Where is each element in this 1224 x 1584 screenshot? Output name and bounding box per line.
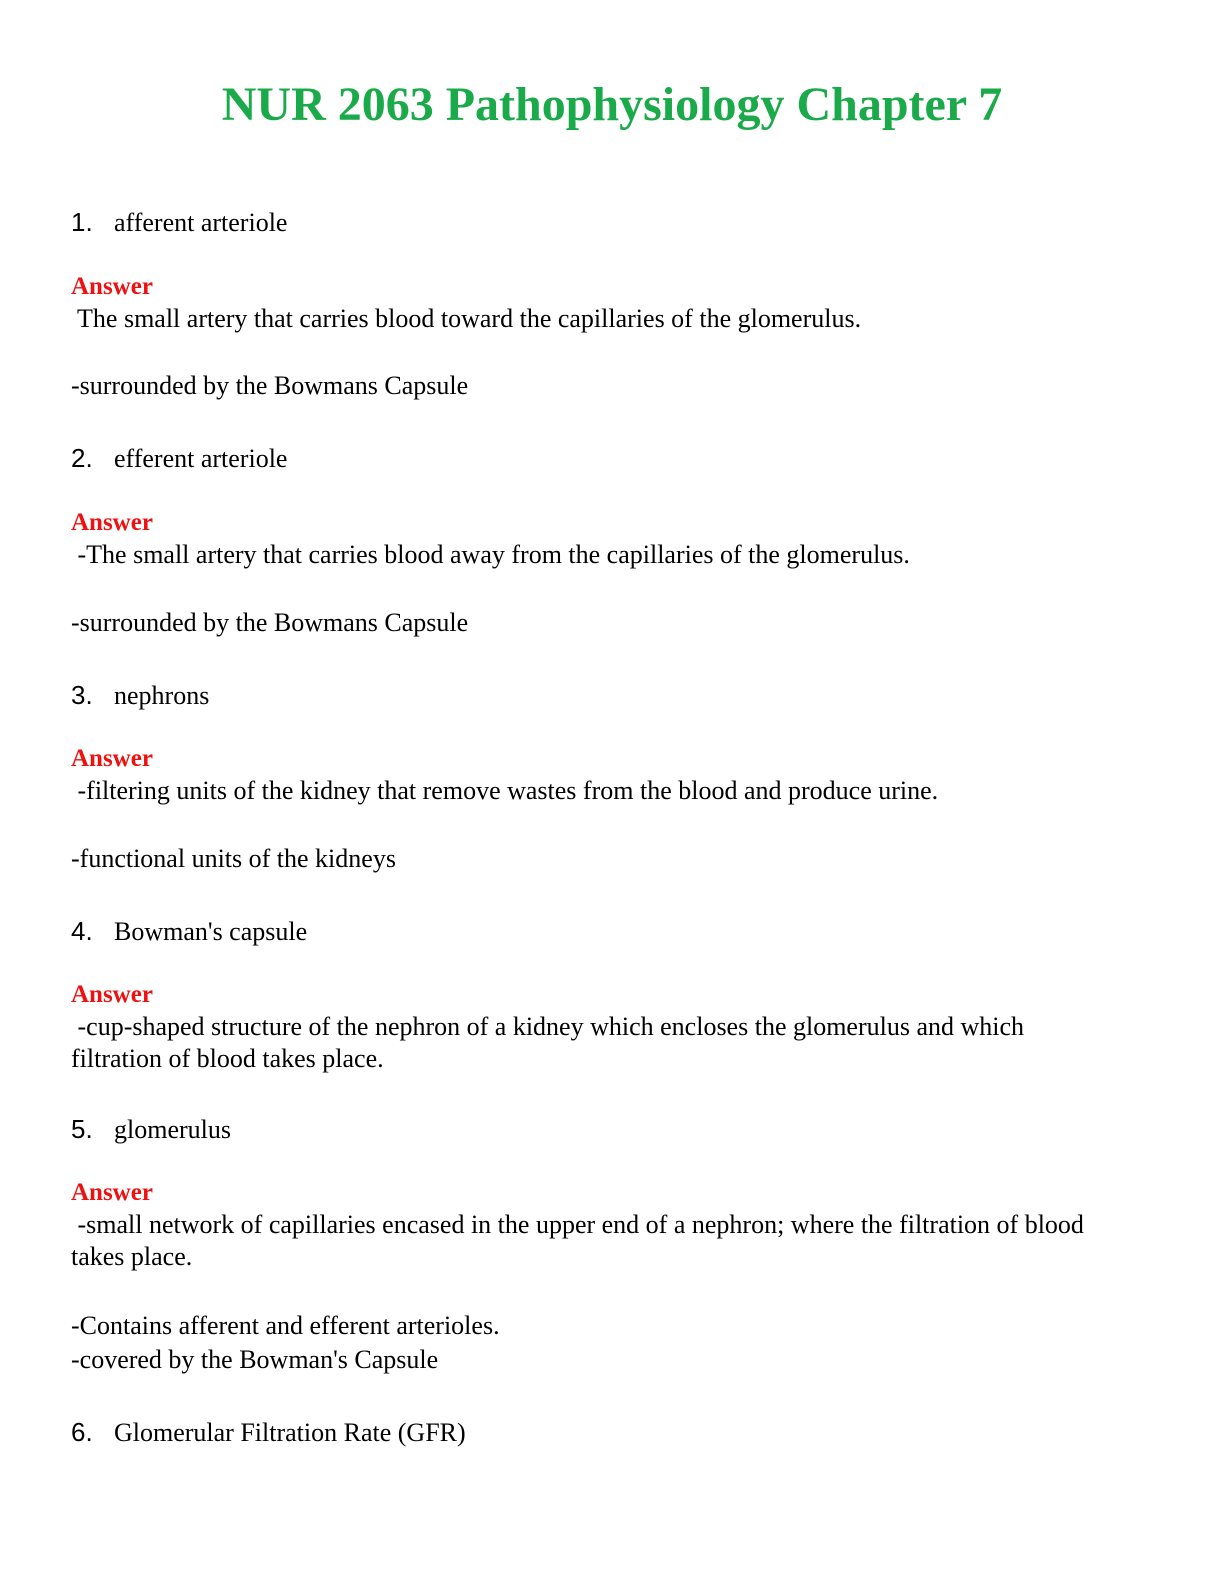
answer-text: -small network of capillaries encased in the upper end of a nephron; where the filtration of blood [71, 1210, 1084, 1239]
answer-text: takes place. [71, 1242, 193, 1271]
answer-label: Answer [71, 509, 153, 536]
question-number: 3. [71, 680, 93, 710]
question-term: afferent arteriole [114, 208, 288, 237]
answer-label: Answer [71, 745, 153, 772]
answer-text: -Contains afferent and efferent arterioles. [71, 1311, 500, 1340]
question-1 [71, 206, 1151, 239]
page-title: NUR 2063 Pathophysiology Chapter 7 [221, 78, 1003, 131]
question-term: Glomerular Filtration Rate (GFR) [114, 1418, 466, 1447]
question-2 [71, 442, 1151, 475]
question-number: 5. [71, 1114, 93, 1144]
question-number: 4. [71, 916, 93, 946]
question-term: efferent arteriole [114, 444, 288, 473]
question-5 [71, 1113, 1151, 1146]
answer-text: -The small artery that carries blood away from the capillaries of the glomerulus. [71, 540, 910, 569]
question-4 [71, 915, 1151, 948]
answer-text: -functional units of the kidneys [71, 844, 396, 873]
answer-text: -surrounded by the Bowmans Capsule [71, 608, 469, 637]
answer-text: The small artery that carries blood toward the capillaries of the glomerulus. [71, 304, 862, 333]
question-term: Bowman's capsule [114, 917, 308, 946]
answer-label: Answer [71, 981, 153, 1008]
question-number: 2. [71, 443, 93, 473]
answer-text: -covered by the Bowman's Capsule [71, 1345, 439, 1374]
answer-text: -filtering units of the kidney that remove wastes from the blood and produce urine. [71, 776, 939, 805]
answer-text: filtration of blood takes place. [71, 1044, 384, 1073]
question-6 [71, 1416, 1151, 1449]
question-term: glomerulus [114, 1115, 231, 1144]
answer-label: Answer [71, 1179, 153, 1206]
question-number: 6. [71, 1417, 93, 1447]
question-term: nephrons [114, 681, 210, 710]
answer-text: -cup-shaped structure of the nephron of a kidney which encloses the glomerulus and which [71, 1012, 1025, 1041]
answer-text: -surrounded by the Bowmans Capsule [71, 371, 469, 400]
answer-label: Answer [71, 273, 153, 300]
question-number: 1. [71, 207, 93, 237]
question-3 [71, 679, 1151, 712]
